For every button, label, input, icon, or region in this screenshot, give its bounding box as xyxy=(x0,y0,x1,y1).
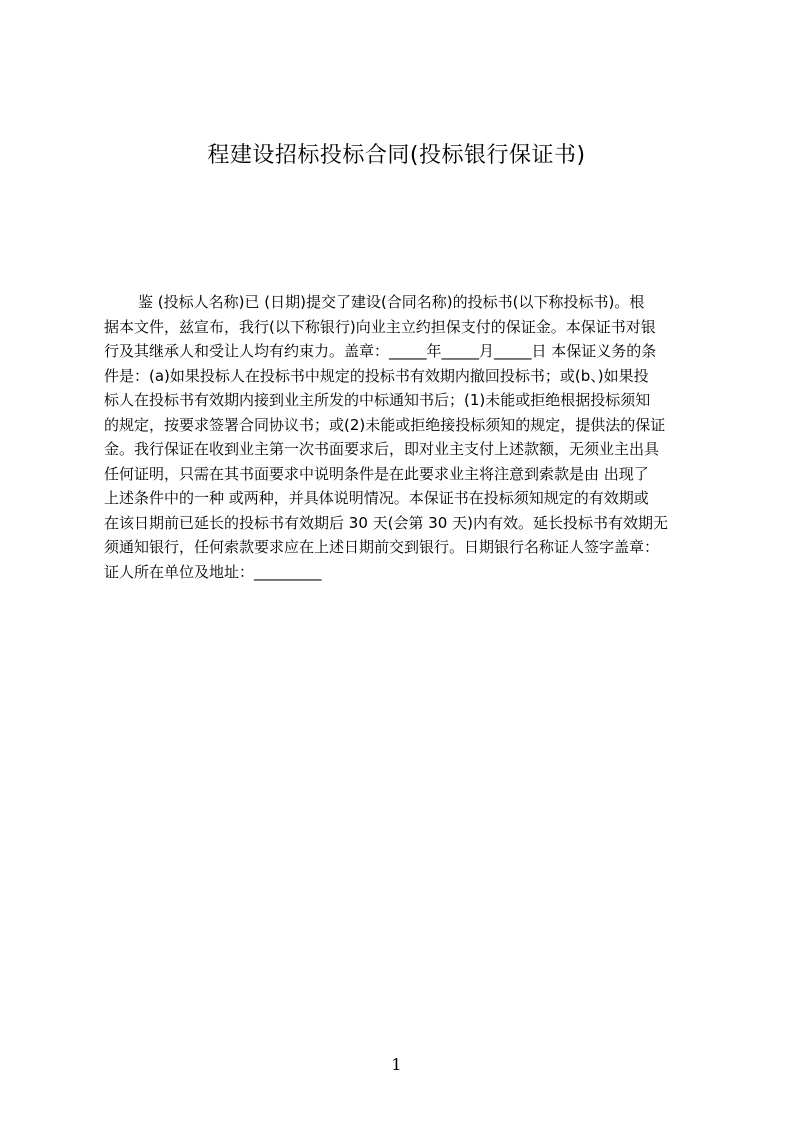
body-line-12: 证人所在单位及地址：_________ xyxy=(104,562,322,581)
body-line-10: 在该日期前已延长的投标书有效期后 30 天(会第 30 天)内有效。延长投标书有效期无 xyxy=(104,513,668,532)
body-line-4: 件是：(a)如果投标人在投标书中规定的投标书有效期内撤回投标书；或(b、)如果投 xyxy=(104,366,649,385)
body-line-11: 须通知银行，任何索款要求应在上述日期前交到银行。日期银行名称证人签字盖章： xyxy=(104,538,660,556)
document-title: 程建设招标投标合同(投标银行保证书) xyxy=(207,143,586,168)
document-body xyxy=(104,290,697,584)
body-line-9: 上述条件中的一种 或两种，并具体说明情况。本保证书在投标须知规定的有效期或 xyxy=(104,489,649,507)
body-line-5: 标人在投标书有效期内接到业主所发的中标通知书后；(1)未能或拒绝根据投标须知 xyxy=(104,391,651,409)
page-number: 1 xyxy=(391,1055,402,1074)
body-line-6: 的规定，按要求签署合同协议书；或(2)未能或拒绝接投标须知的规定，提供法的保证 xyxy=(104,415,666,434)
body-line-3: 行及其继承人和受让人均有约束力。盖章：_____年_____月_____日 本保证义务的条 xyxy=(104,342,657,360)
body-line-7: 金。我行保证在收到业主第一次书面要求后，即对业主支付上述款额，无须业主出具 xyxy=(104,440,660,458)
body-line-8: 任何证明，只需在其书面要求中说明条件是在此要求业主将注意到索款是由 出现了 xyxy=(104,464,649,483)
body-line-2: 据本文件，兹宣布，我行(以下称银行)向业主立约担保支付的保证金。本保证书对银 xyxy=(104,317,656,336)
body-line-1: 鉴 (投标人名称)已 (日期)提交了建设(合同名称)的投标书(以下称投标书)。根 xyxy=(138,293,645,311)
